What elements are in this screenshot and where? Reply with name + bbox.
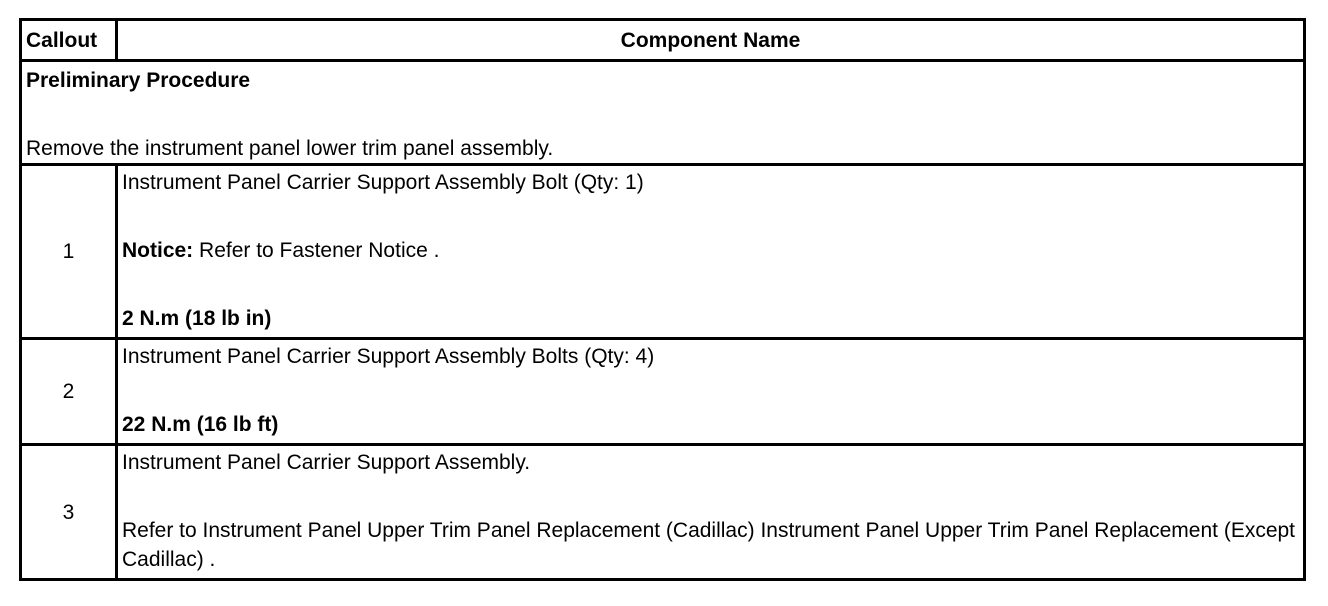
table-header-row [21, 20, 1305, 61]
component-cell [117, 339, 1305, 445]
notice-label: Notice: [122, 239, 194, 262]
callout-number: 2 [21, 339, 117, 445]
preliminary-procedure-title: Preliminary Procedure [26, 69, 251, 92]
callout-number: 1 [21, 165, 117, 339]
preliminary-procedure-row [21, 61, 1305, 165]
table-row [21, 165, 1305, 339]
reference-text: Refer to Instrument Panel Upper Trim Panel Replacement (Cadillac) Instrument Panel Upper Trim Panel Replacement (Except Cadillac) . [122, 519, 1296, 571]
table-row [21, 445, 1305, 580]
torque-spec: 22 N.m (16 lb ft) [122, 413, 279, 436]
component-cell [117, 445, 1305, 580]
torque-spec: 2 N.m (18 lb in) [122, 307, 272, 330]
procedure-table [19, 18, 1306, 581]
callout-number: 3 [21, 445, 117, 580]
component-name: Instrument Panel Carrier Support Assembly Bolts (Qty: 4) [122, 345, 655, 368]
preliminary-procedure-text: Remove the instrument panel lower trim panel assembly. [26, 137, 554, 160]
notice-text: Refer to Fastener Notice . [193, 239, 440, 262]
component-name: Instrument Panel Carrier Support Assembly Bolt (Qty: 1) [122, 171, 644, 194]
component-name: Instrument Panel Carrier Support Assembly. [122, 451, 531, 474]
callout-header: Callout [21, 20, 117, 61]
component-name-header: Component Name [117, 20, 1305, 61]
preliminary-procedure-cell [21, 61, 1305, 165]
component-cell [117, 165, 1305, 339]
table-row [21, 339, 1305, 445]
